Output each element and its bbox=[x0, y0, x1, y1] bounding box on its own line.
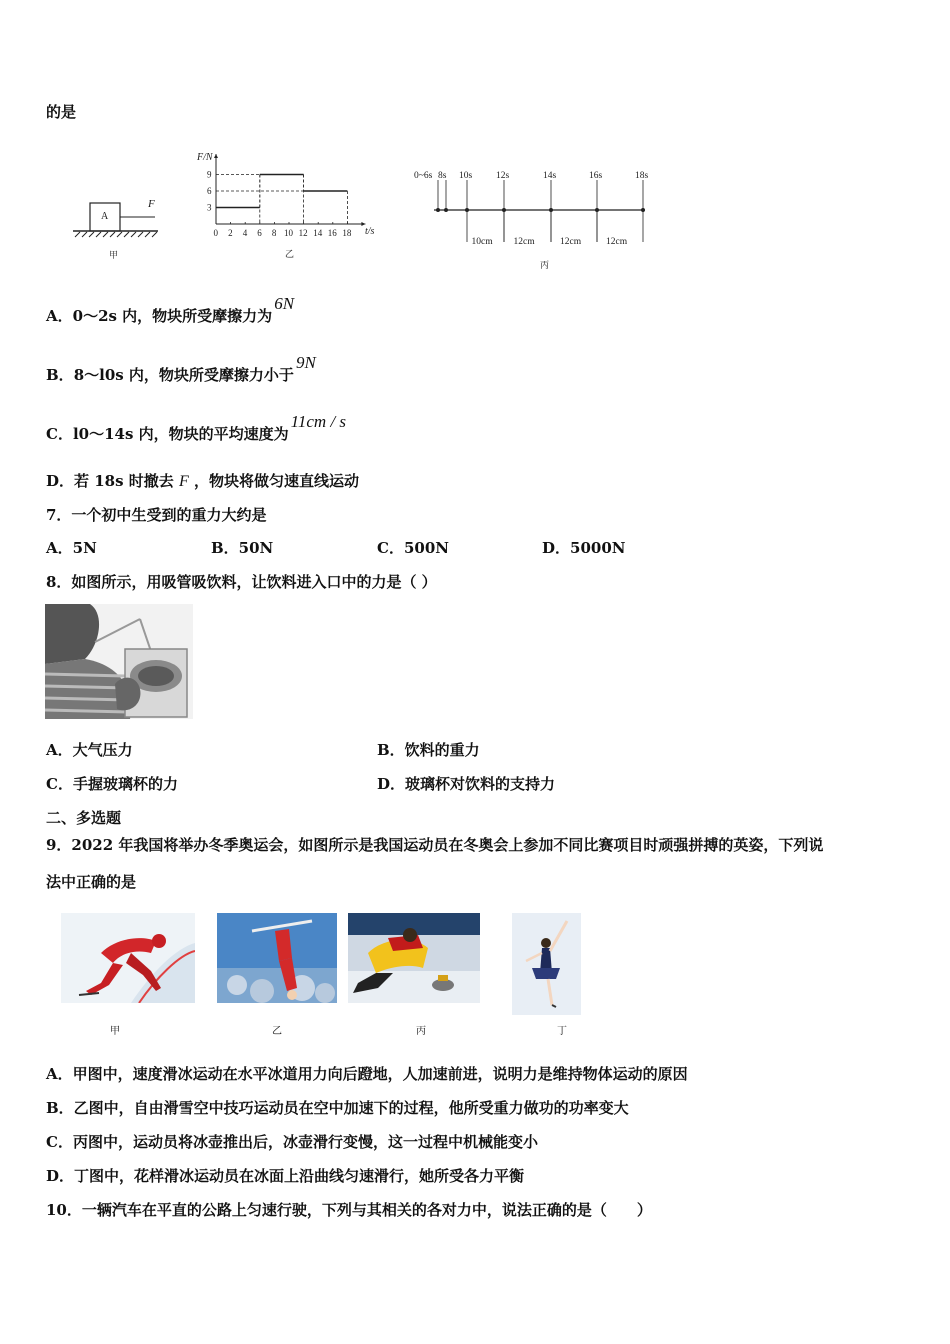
q7-option-a: A．5N bbox=[46, 539, 97, 557]
figure-yi-chart bbox=[190, 148, 390, 263]
q7-option-b: B．50N bbox=[211, 539, 274, 557]
y-axis-arrow bbox=[214, 154, 218, 158]
q7-stem: 7．一个初中生受到的重力大约是 bbox=[46, 506, 267, 524]
figure-jia-label: 甲 bbox=[109, 250, 119, 260]
time-label: 8s bbox=[438, 171, 447, 181]
q9-option-a: A．甲图中，速度滑冰运动在水平冰道用力向后蹬地，人加速前进，说明力是维持物体运动的原因 bbox=[46, 1065, 688, 1083]
photo-label-yi: 乙 bbox=[272, 1026, 282, 1037]
distance-label: 12cm bbox=[606, 237, 628, 247]
position-dot bbox=[436, 208, 440, 212]
photo-label-ding: 丁 bbox=[557, 1026, 567, 1037]
figure-yi-label: 乙 bbox=[285, 249, 295, 259]
x-tick-label: 0 bbox=[213, 228, 218, 238]
time-label: 18s bbox=[635, 171, 649, 181]
x-tick-label: 6 bbox=[257, 228, 262, 238]
aerial-skiing-photo bbox=[217, 913, 337, 1003]
x-axis-label: t/s bbox=[365, 226, 375, 237]
q6-option-b: B．8～l0s 内，物块所受摩擦力小于9N bbox=[46, 353, 316, 384]
y-axis-label: F/N bbox=[197, 152, 213, 163]
photo-label-jia: 甲 bbox=[110, 1026, 120, 1037]
curling-photo bbox=[348, 913, 480, 1003]
block-label: A bbox=[101, 211, 109, 222]
q9-option-c: C．丙图中，运动员将冰壶推出后，冰壶滑行变慢，这一过程中机械能变小 bbox=[46, 1133, 538, 1151]
q8-stem: 8．如图所示，用吸管吸饮料，让饮料进入口中的力是（ ） bbox=[46, 573, 437, 591]
figure-bing-label: 丙 bbox=[540, 260, 550, 270]
speed-skating-photo bbox=[61, 913, 195, 1003]
x-tick-label: 2 bbox=[228, 228, 233, 238]
q9-option-b: B．乙图中，自由滑雪空中技巧运动员在空中加速下的过程，他所受重力做功的功率变大 bbox=[46, 1099, 629, 1117]
figure-skating-photo bbox=[512, 913, 581, 1015]
q9-stem-line1: 9．2022 年我国将举办冬季奥运会，如图所示是我国运动员在冬奥会上参加不同比赛项目时顽强拼搏的英姿，下列说 bbox=[46, 836, 824, 854]
x-tick-label: 18 bbox=[342, 228, 352, 238]
q6-option-c: C．l0～14s 内，物块的平均速度为11cm / s bbox=[46, 412, 347, 443]
distance-label: 12cm bbox=[513, 237, 535, 247]
q9-stem-line2: 法中正确的是 bbox=[46, 873, 137, 891]
x-tick-label: 14 bbox=[313, 228, 323, 238]
q7-option-d: D．5000N bbox=[542, 539, 626, 557]
force-label: F bbox=[148, 198, 155, 210]
q10-stem: 10．一辆汽车在平直的公路上匀速行驶，下列与其相关的各对力中，说法正确的是（ ） bbox=[46, 1201, 652, 1219]
question-fragment: 的是 bbox=[46, 103, 77, 121]
x-tick-label: 10 bbox=[284, 228, 293, 238]
distance-label: 10cm bbox=[471, 237, 493, 247]
straw-drink-photo bbox=[45, 604, 193, 719]
figure-bing-timeline bbox=[408, 160, 668, 275]
q6-option-a: A．0～2s 内，物块所受摩擦力为6N bbox=[46, 294, 295, 325]
time-label: 10s bbox=[459, 171, 473, 181]
x-tick-label: 16 bbox=[327, 228, 337, 238]
time-label: 16s bbox=[589, 171, 603, 181]
y-tick-label: 9 bbox=[207, 169, 212, 180]
time-label: 14s bbox=[543, 171, 557, 181]
y-tick-label: 3 bbox=[207, 202, 212, 213]
position-dot bbox=[444, 208, 448, 212]
photo-label-bing: 丙 bbox=[416, 1026, 426, 1037]
q9-option-d: D．丁图中，花样滑冰运动员在冰面上沿曲线匀速滑行，她所受各力平衡 bbox=[46, 1167, 525, 1185]
q6-option-d: D．若 18s 时撤去 F ，物块将做匀速直线运动 bbox=[46, 472, 360, 490]
time-label: 12s bbox=[496, 171, 510, 181]
x-tick-label: 4 bbox=[242, 228, 248, 238]
x-tick-label: 12 bbox=[298, 228, 308, 238]
q7-option-c: C．500N bbox=[377, 539, 449, 557]
section-heading: 二、多选题 bbox=[46, 809, 122, 827]
x-tick-label: 8 bbox=[271, 228, 277, 238]
q8-option-b: B．饮料的重力 bbox=[377, 741, 480, 759]
q8-option-c: C．手握玻璃杯的力 bbox=[46, 775, 178, 793]
distance-label: 12cm bbox=[560, 237, 582, 247]
q8-option-a: A．大气压力 bbox=[46, 741, 133, 759]
time-label: 0~6s bbox=[414, 171, 433, 181]
figure-jia bbox=[70, 190, 170, 265]
y-tick-label: 6 bbox=[207, 186, 212, 196]
q8-option-d: D．玻璃杯对饮料的支持力 bbox=[377, 775, 556, 793]
